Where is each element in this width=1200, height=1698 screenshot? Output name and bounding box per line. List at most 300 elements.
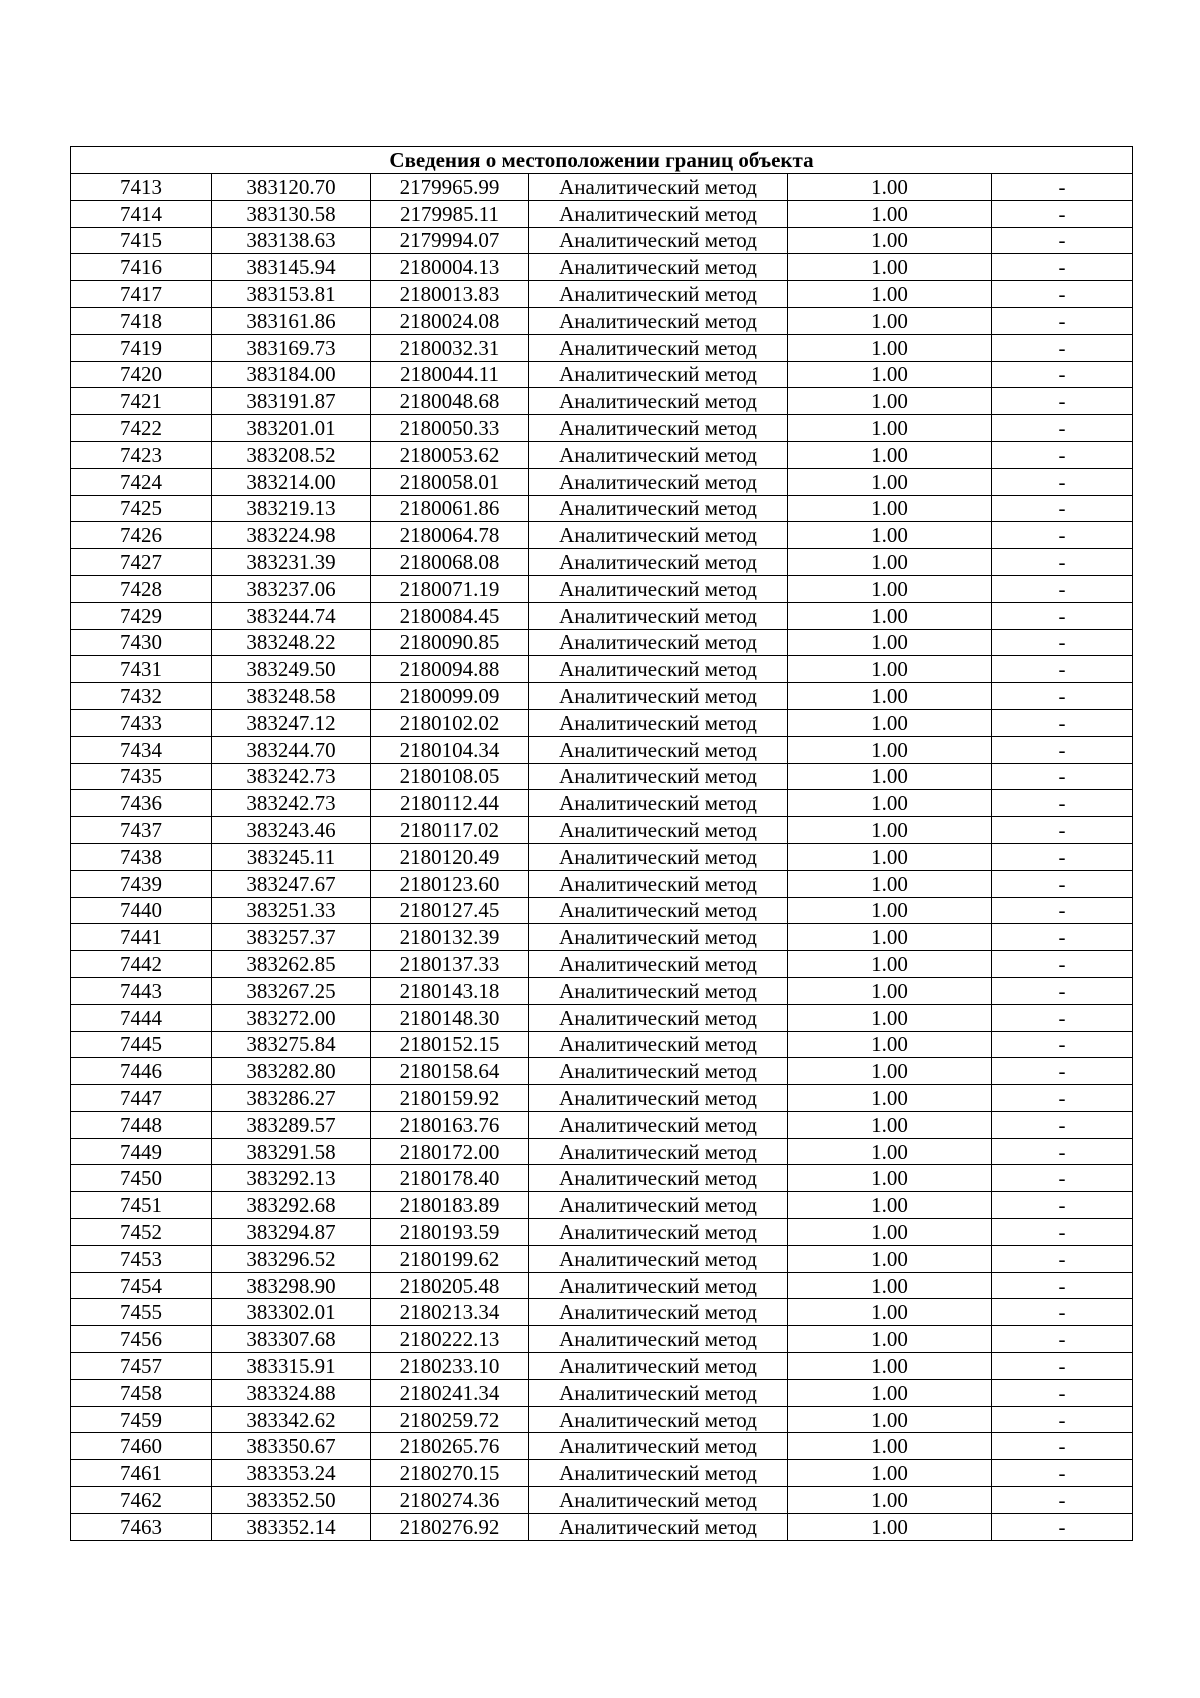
point-number-cell: 7430: [71, 629, 212, 656]
x-coordinate-cell: 383251.33: [212, 897, 371, 924]
x-coordinate-cell: 383247.67: [212, 870, 371, 897]
description-cell: -: [992, 334, 1133, 361]
point-number-cell: 7445: [71, 1031, 212, 1058]
x-coordinate-cell: 383224.98: [212, 522, 371, 549]
method-cell: Аналитический метод: [529, 1085, 788, 1112]
description-cell: -: [992, 1165, 1133, 1192]
description-cell: -: [992, 495, 1133, 522]
method-cell: Аналитический метод: [529, 1406, 788, 1433]
point-number-cell: 7434: [71, 736, 212, 763]
method-cell: Аналитический метод: [529, 817, 788, 844]
boundary-table-body: [71, 147, 1133, 1541]
x-coordinate-cell: 383307.68: [212, 1326, 371, 1353]
point-number-cell: 7436: [71, 790, 212, 817]
description-cell: -: [992, 522, 1133, 549]
description-cell: -: [992, 468, 1133, 495]
point-number-cell: 7429: [71, 602, 212, 629]
accuracy-cell: 1.00: [788, 1165, 992, 1192]
accuracy-cell: 1.00: [788, 1192, 992, 1219]
accuracy-cell: 1.00: [788, 1513, 992, 1540]
table-row: [71, 1031, 1133, 1058]
table-row: [71, 1406, 1133, 1433]
y-coordinate-cell: 2180132.39: [371, 924, 529, 951]
description-cell: -: [992, 683, 1133, 710]
point-number-cell: 7423: [71, 441, 212, 468]
accuracy-cell: 1.00: [788, 1272, 992, 1299]
table-row: [71, 1111, 1133, 1138]
point-number-cell: 7439: [71, 870, 212, 897]
accuracy-cell: 1.00: [788, 334, 992, 361]
y-coordinate-cell: 2180274.36: [371, 1487, 529, 1514]
x-coordinate-cell: 383302.01: [212, 1299, 371, 1326]
x-coordinate-cell: 383298.90: [212, 1272, 371, 1299]
y-coordinate-cell: 2180099.09: [371, 683, 529, 710]
y-coordinate-cell: 2180159.92: [371, 1085, 529, 1112]
description-cell: -: [992, 1192, 1133, 1219]
description-cell: -: [992, 227, 1133, 254]
accuracy-cell: 1.00: [788, 388, 992, 415]
accuracy-cell: 1.00: [788, 736, 992, 763]
method-cell: Аналитический метод: [529, 951, 788, 978]
accuracy-cell: 1.00: [788, 1245, 992, 1272]
description-cell: -: [992, 441, 1133, 468]
accuracy-cell: 1.00: [788, 870, 992, 897]
method-cell: Аналитический метод: [529, 1272, 788, 1299]
point-number-cell: 7451: [71, 1192, 212, 1219]
point-number-cell: 7461: [71, 1460, 212, 1487]
x-coordinate-cell: 383324.88: [212, 1379, 371, 1406]
accuracy-cell: 1.00: [788, 1138, 992, 1165]
x-coordinate-cell: 383191.87: [212, 388, 371, 415]
boundary-table: [70, 146, 1133, 1541]
y-coordinate-cell: 2180108.05: [371, 763, 529, 790]
y-coordinate-cell: 2180120.49: [371, 843, 529, 870]
point-number-cell: 7420: [71, 361, 212, 388]
description-cell: -: [992, 1245, 1133, 1272]
y-coordinate-cell: 2180112.44: [371, 790, 529, 817]
x-coordinate-cell: 383169.73: [212, 334, 371, 361]
description-cell: -: [992, 388, 1133, 415]
x-coordinate-cell: 383120.70: [212, 174, 371, 201]
x-coordinate-cell: 383231.39: [212, 549, 371, 576]
y-coordinate-cell: 2180183.89: [371, 1192, 529, 1219]
y-coordinate-cell: 2180163.76: [371, 1111, 529, 1138]
table-row: [71, 281, 1133, 308]
accuracy-cell: 1.00: [788, 977, 992, 1004]
table-row: [71, 763, 1133, 790]
x-coordinate-cell: 383262.85: [212, 951, 371, 978]
table-row: [71, 1487, 1133, 1514]
table-row: [71, 1165, 1133, 1192]
point-number-cell: 7448: [71, 1111, 212, 1138]
point-number-cell: 7437: [71, 817, 212, 844]
method-cell: Аналитический метод: [529, 629, 788, 656]
table-row: [71, 495, 1133, 522]
accuracy-cell: 1.00: [788, 575, 992, 602]
accuracy-cell: 1.00: [788, 683, 992, 710]
y-coordinate-cell: 2180068.08: [371, 549, 529, 576]
x-coordinate-cell: 383296.52: [212, 1245, 371, 1272]
point-number-cell: 7442: [71, 951, 212, 978]
method-cell: Аналитический метод: [529, 361, 788, 388]
accuracy-cell: 1.00: [788, 1353, 992, 1380]
accuracy-cell: 1.00: [788, 817, 992, 844]
table-row: [71, 870, 1133, 897]
description-cell: -: [992, 1326, 1133, 1353]
x-coordinate-cell: 383292.68: [212, 1192, 371, 1219]
point-number-cell: 7440: [71, 897, 212, 924]
point-number-cell: 7424: [71, 468, 212, 495]
method-cell: Аналитический метод: [529, 281, 788, 308]
y-coordinate-cell: 2180053.62: [371, 441, 529, 468]
x-coordinate-cell: 383291.58: [212, 1138, 371, 1165]
x-coordinate-cell: 383350.67: [212, 1433, 371, 1460]
point-number-cell: 7444: [71, 1004, 212, 1031]
point-number-cell: 7433: [71, 709, 212, 736]
method-cell: Аналитический метод: [529, 870, 788, 897]
point-number-cell: 7441: [71, 924, 212, 951]
table-row: [71, 334, 1133, 361]
method-cell: Аналитический метод: [529, 388, 788, 415]
point-number-cell: 7459: [71, 1406, 212, 1433]
description-cell: -: [992, 174, 1133, 201]
table-row: [71, 468, 1133, 495]
point-number-cell: 7447: [71, 1085, 212, 1112]
point-number-cell: 7425: [71, 495, 212, 522]
x-coordinate-cell: 383248.22: [212, 629, 371, 656]
y-coordinate-cell: 2179985.11: [371, 200, 529, 227]
method-cell: Аналитический метод: [529, 575, 788, 602]
method-cell: Аналитический метод: [529, 977, 788, 1004]
accuracy-cell: 1.00: [788, 361, 992, 388]
y-coordinate-cell: 2180123.60: [371, 870, 529, 897]
accuracy-cell: 1.00: [788, 1085, 992, 1112]
y-coordinate-cell: 2180024.08: [371, 307, 529, 334]
description-cell: -: [992, 1433, 1133, 1460]
table-row: [71, 977, 1133, 1004]
y-coordinate-cell: 2180158.64: [371, 1058, 529, 1085]
description-cell: -: [992, 1138, 1133, 1165]
table-row: [71, 388, 1133, 415]
point-number-cell: 7428: [71, 575, 212, 602]
y-coordinate-cell: 2180233.10: [371, 1353, 529, 1380]
method-cell: Аналитический метод: [529, 790, 788, 817]
y-coordinate-cell: 2180265.76: [371, 1433, 529, 1460]
method-cell: Аналитический метод: [529, 334, 788, 361]
accuracy-cell: 1.00: [788, 1299, 992, 1326]
accuracy-cell: 1.00: [788, 468, 992, 495]
table-row: [71, 683, 1133, 710]
table-row: [71, 575, 1133, 602]
method-cell: Аналитический метод: [529, 549, 788, 576]
x-coordinate-cell: 383184.00: [212, 361, 371, 388]
method-cell: Аналитический метод: [529, 441, 788, 468]
method-cell: Аналитический метод: [529, 1031, 788, 1058]
description-cell: -: [992, 200, 1133, 227]
x-coordinate-cell: 383352.14: [212, 1513, 371, 1540]
table-row: [71, 951, 1133, 978]
accuracy-cell: 1.00: [788, 441, 992, 468]
x-coordinate-cell: 383214.00: [212, 468, 371, 495]
table-row: [71, 361, 1133, 388]
table-row: [71, 736, 1133, 763]
point-number-cell: 7432: [71, 683, 212, 710]
table-row: [71, 1245, 1133, 1272]
point-number-cell: 7418: [71, 307, 212, 334]
table-row: [71, 1379, 1133, 1406]
method-cell: Аналитический метод: [529, 174, 788, 201]
y-coordinate-cell: 2180193.59: [371, 1219, 529, 1246]
y-coordinate-cell: 2180117.02: [371, 817, 529, 844]
method-cell: Аналитический метод: [529, 1326, 788, 1353]
table-row: [71, 441, 1133, 468]
point-number-cell: 7457: [71, 1353, 212, 1380]
accuracy-cell: 1.00: [788, 1111, 992, 1138]
table-title: Сведения о местоположении границ объекта: [71, 147, 1133, 174]
table-row: [71, 817, 1133, 844]
table-row: [71, 1192, 1133, 1219]
method-cell: Аналитический метод: [529, 1353, 788, 1380]
description-cell: -: [992, 843, 1133, 870]
y-coordinate-cell: 2180058.01: [371, 468, 529, 495]
method-cell: Аналитический метод: [529, 1138, 788, 1165]
y-coordinate-cell: 2180222.13: [371, 1326, 529, 1353]
y-coordinate-cell: 2180050.33: [371, 415, 529, 442]
description-cell: -: [992, 1487, 1133, 1514]
x-coordinate-cell: 383247.12: [212, 709, 371, 736]
accuracy-cell: 1.00: [788, 1406, 992, 1433]
point-number-cell: 7414: [71, 200, 212, 227]
accuracy-cell: 1.00: [788, 415, 992, 442]
description-cell: -: [992, 307, 1133, 334]
accuracy-cell: 1.00: [788, 522, 992, 549]
y-coordinate-cell: 2180084.45: [371, 602, 529, 629]
description-cell: -: [992, 1004, 1133, 1031]
description-cell: -: [992, 281, 1133, 308]
point-number-cell: 7435: [71, 763, 212, 790]
y-coordinate-cell: 2180061.86: [371, 495, 529, 522]
accuracy-cell: 1.00: [788, 709, 992, 736]
x-coordinate-cell: 383286.27: [212, 1085, 371, 1112]
table-row: [71, 1138, 1133, 1165]
method-cell: Аналитический метод: [529, 843, 788, 870]
description-cell: -: [992, 629, 1133, 656]
table-row: [71, 307, 1133, 334]
accuracy-cell: 1.00: [788, 763, 992, 790]
accuracy-cell: 1.00: [788, 602, 992, 629]
x-coordinate-cell: 383289.57: [212, 1111, 371, 1138]
method-cell: Аналитический метод: [529, 1460, 788, 1487]
method-cell: Аналитический метод: [529, 1433, 788, 1460]
y-coordinate-cell: 2180044.11: [371, 361, 529, 388]
point-number-cell: 7431: [71, 656, 212, 683]
table-row: [71, 790, 1133, 817]
table-row: [71, 227, 1133, 254]
table-row: [71, 1460, 1133, 1487]
description-cell: -: [992, 1406, 1133, 1433]
method-cell: Аналитический метод: [529, 683, 788, 710]
y-coordinate-cell: 2180127.45: [371, 897, 529, 924]
method-cell: Аналитический метод: [529, 897, 788, 924]
y-coordinate-cell: 2180178.40: [371, 1165, 529, 1192]
method-cell: Аналитический метод: [529, 1165, 788, 1192]
table-row: [71, 200, 1133, 227]
table-row: [71, 1299, 1133, 1326]
table-row: [71, 897, 1133, 924]
point-number-cell: 7454: [71, 1272, 212, 1299]
accuracy-cell: 1.00: [788, 307, 992, 334]
accuracy-cell: 1.00: [788, 1004, 992, 1031]
description-cell: -: [992, 709, 1133, 736]
point-number-cell: 7452: [71, 1219, 212, 1246]
accuracy-cell: 1.00: [788, 227, 992, 254]
description-cell: -: [992, 1379, 1133, 1406]
point-number-cell: 7453: [71, 1245, 212, 1272]
method-cell: Аналитический метод: [529, 227, 788, 254]
y-coordinate-cell: 2179994.07: [371, 227, 529, 254]
table-row: [71, 843, 1133, 870]
description-cell: -: [992, 763, 1133, 790]
method-cell: Аналитический метод: [529, 602, 788, 629]
accuracy-cell: 1.00: [788, 897, 992, 924]
table-row: [71, 1513, 1133, 1540]
table-title-row: [71, 147, 1133, 174]
point-number-cell: 7455: [71, 1299, 212, 1326]
method-cell: Аналитический метод: [529, 763, 788, 790]
accuracy-cell: 1.00: [788, 790, 992, 817]
table-row: [71, 1219, 1133, 1246]
description-cell: -: [992, 549, 1133, 576]
table-row: [71, 549, 1133, 576]
point-number-cell: 7462: [71, 1487, 212, 1514]
y-coordinate-cell: 2180259.72: [371, 1406, 529, 1433]
y-coordinate-cell: 2180172.00: [371, 1138, 529, 1165]
method-cell: Аналитический метод: [529, 656, 788, 683]
x-coordinate-cell: 383315.91: [212, 1353, 371, 1380]
method-cell: Аналитический метод: [529, 495, 788, 522]
accuracy-cell: 1.00: [788, 549, 992, 576]
accuracy-cell: 1.00: [788, 281, 992, 308]
method-cell: Аналитический метод: [529, 307, 788, 334]
x-coordinate-cell: 383138.63: [212, 227, 371, 254]
x-coordinate-cell: 383244.74: [212, 602, 371, 629]
method-cell: Аналитический метод: [529, 254, 788, 281]
x-coordinate-cell: 383242.73: [212, 763, 371, 790]
description-cell: -: [992, 870, 1133, 897]
point-number-cell: 7458: [71, 1379, 212, 1406]
table-row: [71, 1004, 1133, 1031]
method-cell: Аналитический метод: [529, 736, 788, 763]
description-cell: -: [992, 1513, 1133, 1540]
x-coordinate-cell: 383249.50: [212, 656, 371, 683]
method-cell: Аналитический метод: [529, 709, 788, 736]
y-coordinate-cell: 2180102.02: [371, 709, 529, 736]
x-coordinate-cell: 383267.25: [212, 977, 371, 1004]
table-row: [71, 174, 1133, 201]
description-cell: -: [992, 1085, 1133, 1112]
accuracy-cell: 1.00: [788, 629, 992, 656]
x-coordinate-cell: 383201.01: [212, 415, 371, 442]
method-cell: Аналитический метод: [529, 468, 788, 495]
x-coordinate-cell: 383352.50: [212, 1487, 371, 1514]
point-number-cell: 7422: [71, 415, 212, 442]
y-coordinate-cell: 2180148.30: [371, 1004, 529, 1031]
y-coordinate-cell: 2179965.99: [371, 174, 529, 201]
description-cell: -: [992, 656, 1133, 683]
y-coordinate-cell: 2180090.85: [371, 629, 529, 656]
description-cell: -: [992, 254, 1133, 281]
y-coordinate-cell: 2180094.88: [371, 656, 529, 683]
method-cell: Аналитический метод: [529, 924, 788, 951]
description-cell: -: [992, 817, 1133, 844]
point-number-cell: 7463: [71, 1513, 212, 1540]
y-coordinate-cell: 2180104.34: [371, 736, 529, 763]
description-cell: -: [992, 1299, 1133, 1326]
x-coordinate-cell: 383294.87: [212, 1219, 371, 1246]
description-cell: -: [992, 1353, 1133, 1380]
description-cell: -: [992, 1219, 1133, 1246]
method-cell: Аналитический метод: [529, 1192, 788, 1219]
y-coordinate-cell: 2180241.34: [371, 1379, 529, 1406]
x-coordinate-cell: 383208.52: [212, 441, 371, 468]
method-cell: Аналитический метод: [529, 200, 788, 227]
accuracy-cell: 1.00: [788, 1031, 992, 1058]
table-row: [71, 1272, 1133, 1299]
table-row: [71, 629, 1133, 656]
point-number-cell: 7450: [71, 1165, 212, 1192]
description-cell: -: [992, 924, 1133, 951]
table-row: [71, 1353, 1133, 1380]
y-coordinate-cell: 2180276.92: [371, 1513, 529, 1540]
description-cell: -: [992, 736, 1133, 763]
point-number-cell: 7456: [71, 1326, 212, 1353]
x-coordinate-cell: 383275.84: [212, 1031, 371, 1058]
accuracy-cell: 1.00: [788, 1219, 992, 1246]
x-coordinate-cell: 383292.13: [212, 1165, 371, 1192]
description-cell: -: [992, 897, 1133, 924]
point-number-cell: 7443: [71, 977, 212, 1004]
method-cell: Аналитический метод: [529, 522, 788, 549]
y-coordinate-cell: 2180270.15: [371, 1460, 529, 1487]
description-cell: -: [992, 602, 1133, 629]
point-number-cell: 7417: [71, 281, 212, 308]
y-coordinate-cell: 2180199.62: [371, 1245, 529, 1272]
table-row: [71, 1433, 1133, 1460]
point-number-cell: 7427: [71, 549, 212, 576]
y-coordinate-cell: 2180064.78: [371, 522, 529, 549]
accuracy-cell: 1.00: [788, 495, 992, 522]
accuracy-cell: 1.00: [788, 656, 992, 683]
description-cell: -: [992, 1058, 1133, 1085]
y-coordinate-cell: 2180213.34: [371, 1299, 529, 1326]
method-cell: Аналитический метод: [529, 1058, 788, 1085]
x-coordinate-cell: 383245.11: [212, 843, 371, 870]
point-number-cell: 7421: [71, 388, 212, 415]
method-cell: Аналитический метод: [529, 1111, 788, 1138]
point-number-cell: 7446: [71, 1058, 212, 1085]
description-cell: -: [992, 977, 1133, 1004]
table-row: [71, 1326, 1133, 1353]
point-number-cell: 7413: [71, 174, 212, 201]
table-row: [71, 924, 1133, 951]
y-coordinate-cell: 2180013.83: [371, 281, 529, 308]
description-cell: -: [992, 1031, 1133, 1058]
x-coordinate-cell: 383257.37: [212, 924, 371, 951]
description-cell: -: [992, 1111, 1133, 1138]
method-cell: Аналитический метод: [529, 1513, 788, 1540]
x-coordinate-cell: 383237.06: [212, 575, 371, 602]
y-coordinate-cell: 2180143.18: [371, 977, 529, 1004]
